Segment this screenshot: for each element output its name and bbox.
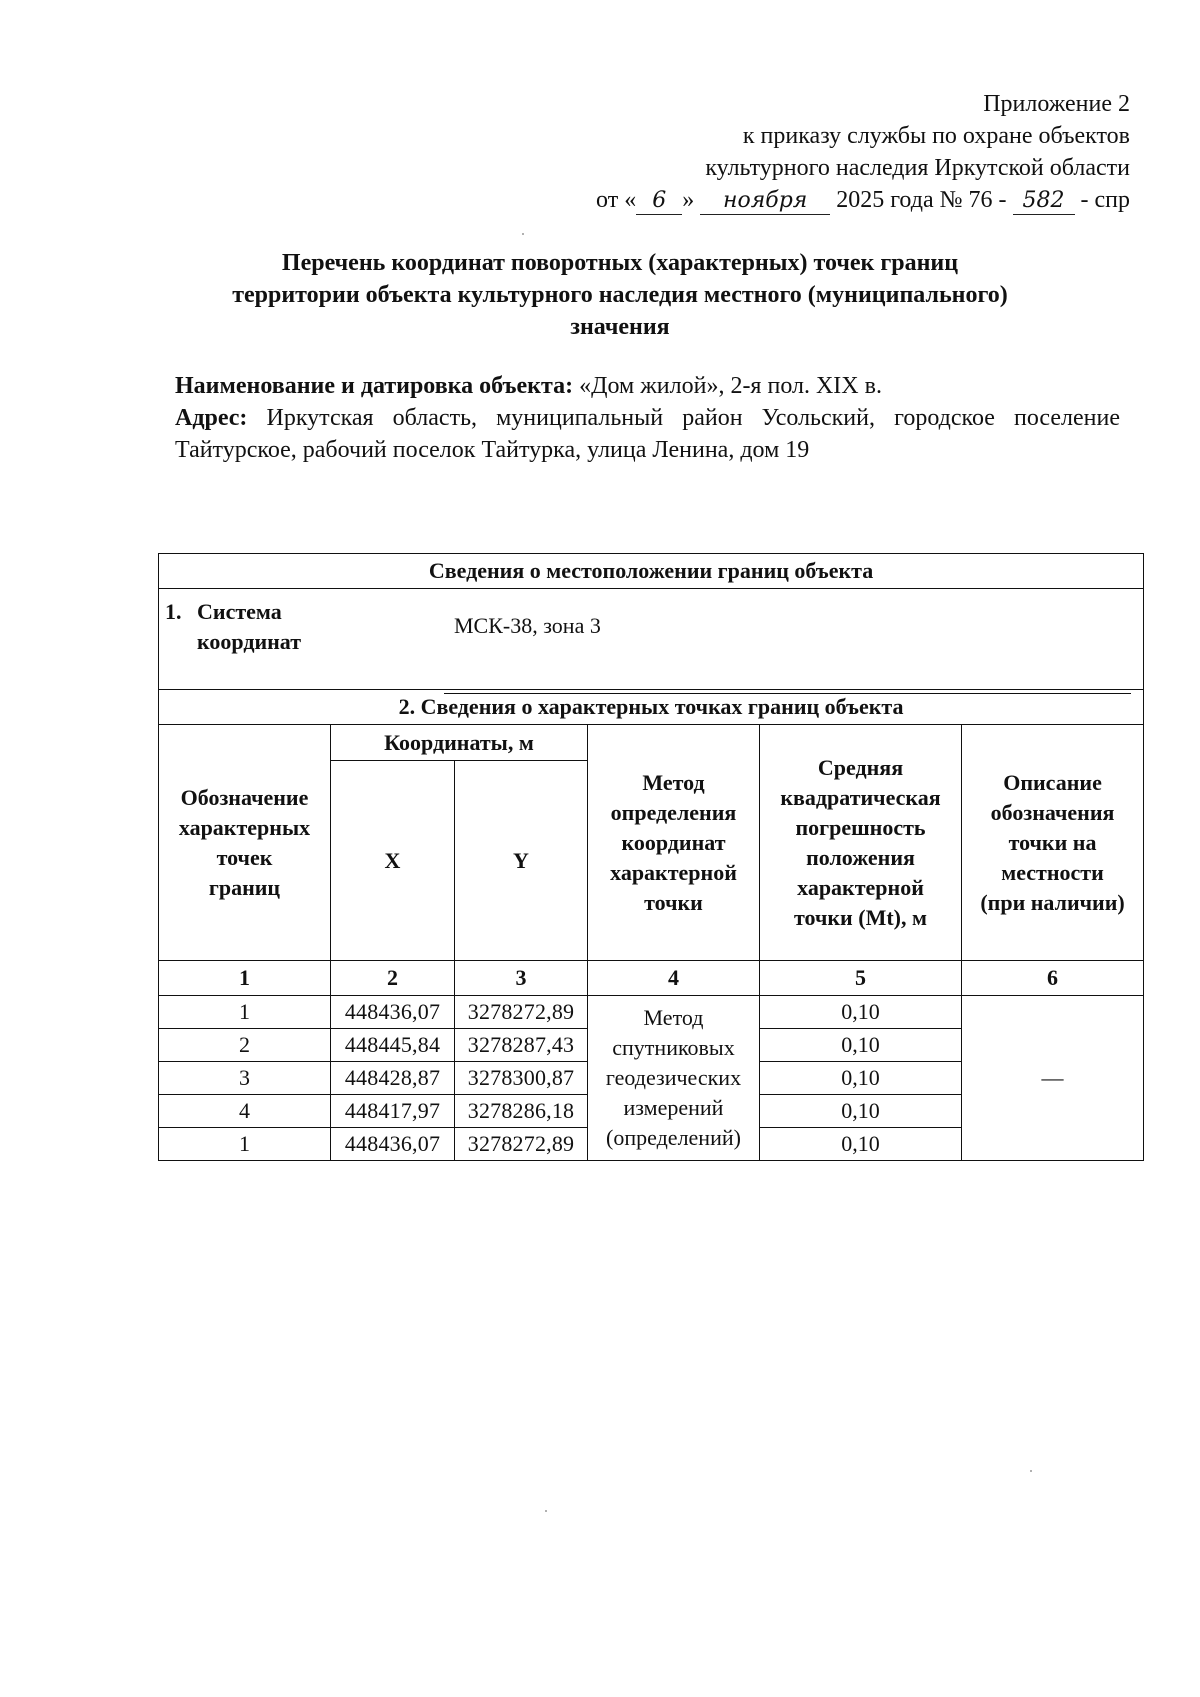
point-cell: 1 <box>159 1128 331 1161</box>
column-number: 1 <box>159 961 331 996</box>
object-address-line <box>175 402 1120 466</box>
handwritten-month: ноября <box>700 188 830 215</box>
header-text: точки на <box>1008 829 1097 855</box>
coordinate-system-label <box>165 597 301 657</box>
section-2-title: 2. Сведения о характерных точках границ объекта <box>159 690 1144 725</box>
x-cell: 448417,97 <box>331 1095 455 1128</box>
y-cell: 3278287,43 <box>455 1029 588 1062</box>
scan-speck <box>1030 1470 1032 1472</box>
handwritten-number: 582 <box>1013 188 1075 215</box>
method-text: измерений <box>623 1095 724 1120</box>
coordinates-table <box>158 553 1144 1161</box>
x-cell: 448436,07 <box>331 996 455 1029</box>
point-cell: 4 <box>159 1095 331 1128</box>
header-text: квадратическая <box>780 784 941 810</box>
header-text: Средняя <box>817 754 904 780</box>
header-y: Y <box>455 761 588 961</box>
y-cell: 3278286,18 <box>455 1095 588 1128</box>
appendix-line-2: к приказу службы по охране объектов <box>742 123 1130 149</box>
system-value-underline <box>444 693 1131 694</box>
object-address-label: Адрес: <box>175 405 248 431</box>
column-number: 6 <box>962 961 1144 996</box>
header-text: (при наличии) <box>980 889 1125 915</box>
x-cell: 448436,07 <box>331 1128 455 1161</box>
object-name-line <box>175 370 1120 402</box>
date-prefix: от « <box>596 187 637 213</box>
date-year: 2025 года № 76 - <box>836 187 1007 213</box>
y-cell: 3278300,87 <box>455 1062 588 1095</box>
y-cell: 3278272,89 <box>455 1128 588 1161</box>
x-cell: 448445,84 <box>331 1029 455 1062</box>
column-number: 3 <box>455 961 588 996</box>
point-cell: 2 <box>159 1029 331 1062</box>
mt-cell: 0,10 <box>760 1062 962 1095</box>
header-text: точки <box>644 889 703 915</box>
coordinate-system-row <box>159 589 1144 690</box>
header-text: характерной <box>610 859 737 885</box>
y-cell: 3278272,89 <box>455 996 588 1029</box>
header-coordinates: Координаты, м <box>331 725 588 761</box>
point-cell: 1 <box>159 996 331 1029</box>
header-text: характерных <box>178 814 311 840</box>
header-text: местности <box>1001 859 1104 885</box>
header-text: координат <box>621 829 726 855</box>
mt-cell: 0,10 <box>760 1029 962 1062</box>
appendix-header <box>596 88 1130 216</box>
header-text: границ <box>208 874 281 900</box>
mt-cell: 0,10 <box>760 1128 962 1161</box>
appendix-line-1: Приложение 2 <box>983 91 1130 117</box>
system-label-line-1: Система <box>197 599 282 624</box>
header-text: Описание <box>1003 769 1102 795</box>
point-cell: 3 <box>159 1062 331 1095</box>
header-point-designation <box>159 725 331 961</box>
description-cell <box>962 996 1144 1161</box>
date-mid: » <box>682 187 695 213</box>
handwritten-day: 6 <box>636 188 682 215</box>
header-text: обозначения <box>990 799 1115 825</box>
method-text: геодезических <box>605 1065 742 1090</box>
header-mean-square-error <box>760 725 962 961</box>
table-row <box>159 996 1144 1029</box>
scan-speck <box>545 1510 547 1512</box>
header-text: характерной <box>797 874 924 900</box>
object-name-label: Наименование и датировка объекта: <box>175 373 574 399</box>
header-text: положения <box>806 844 915 870</box>
header-text: Обозначение <box>180 784 309 810</box>
object-name-value: «Дом жилой», 2-я пол. XIX в. <box>579 373 882 399</box>
method-cell <box>588 996 760 1161</box>
title-line-2: территории объекта культурного наследия местного (муниципального) <box>232 282 1008 308</box>
document-title <box>160 247 1080 343</box>
column-numbers-row <box>159 961 1144 996</box>
column-number: 4 <box>588 961 760 996</box>
header-description <box>962 725 1144 961</box>
column-number: 2 <box>331 961 455 996</box>
object-address-value: Иркутская область, муниципальный район Усольский, городское поселение Тайтурское, рабочий поселок Тайтурка, улица Ленина, дом 19 <box>175 405 1120 463</box>
header-method <box>588 725 760 961</box>
appendix-date-line <box>596 184 1130 216</box>
header-text: Метод <box>642 769 705 795</box>
date-suffix: - спр <box>1080 187 1130 213</box>
header-text: погрешность <box>795 814 926 840</box>
column-number: 5 <box>760 961 962 996</box>
header-x: X <box>331 761 455 961</box>
method-text: (определений) <box>606 1125 741 1150</box>
section-1-title: Сведения о местоположении границ объекта <box>159 554 1144 589</box>
header-text: точки (Mt), м <box>794 904 927 930</box>
method-text: Метод <box>643 1005 704 1030</box>
mt-cell: 0,10 <box>760 996 962 1029</box>
method-text: спутниковых <box>612 1035 735 1060</box>
title-line-1: Перечень координат поворотных (характерных) точек границ <box>281 250 959 276</box>
scan-speck <box>522 233 524 235</box>
header-text: определения <box>610 799 737 825</box>
object-info <box>175 370 1120 466</box>
mt-cell: 0,10 <box>760 1095 962 1128</box>
description-dash: — <box>1041 1065 1064 1090</box>
appendix-line-3: культурного наследия Иркутской области <box>705 155 1130 181</box>
system-number: 1. <box>165 599 182 624</box>
title-line-3: значения <box>570 314 670 340</box>
system-label-line-2: координат <box>197 629 302 654</box>
x-cell: 448428,87 <box>331 1062 455 1095</box>
coordinate-system-value: МСК-38, зона 3 <box>454 613 601 638</box>
header-text: точек <box>216 844 273 870</box>
